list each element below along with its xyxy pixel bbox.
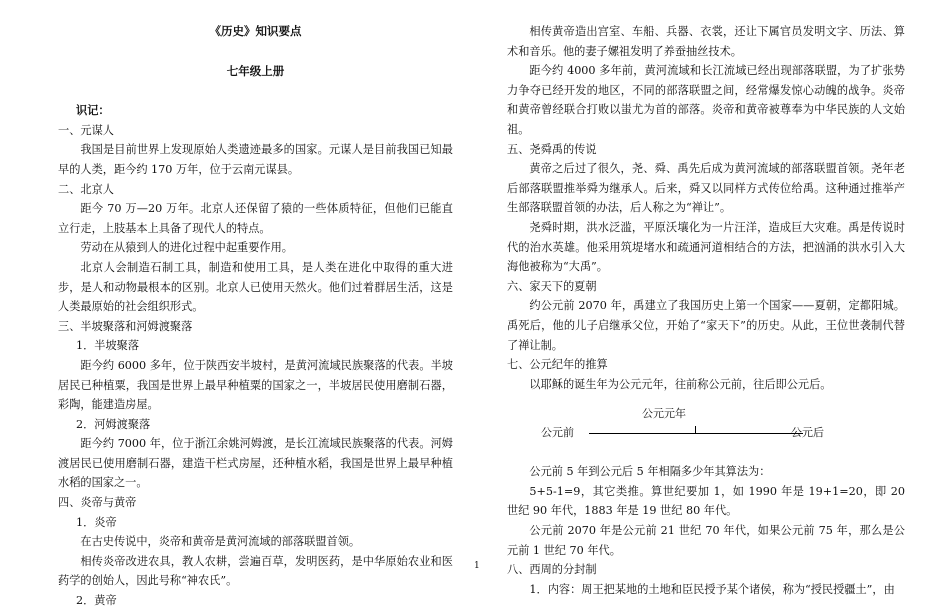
section-heading-calendar: 七、公元纪年的推算 xyxy=(507,358,608,372)
paragraph-fengjian: 1．内容：周王把某地的土地和臣民授予某个诸侯，称为“授民授疆土”，由 xyxy=(529,582,895,596)
paragraph-calc-2: 5+5-1=9，其它类推。算世纪要加 1，如 1990 年是 19+1=20，即 20 世纪 90 年代，1883 年是 19 世纪 80 年代。 xyxy=(507,484,905,518)
section-heading-emperors: 四、炎帝与黄帝 xyxy=(58,496,137,510)
grade-subtitle: 七年级上册 xyxy=(226,63,285,78)
page-number: 1 xyxy=(474,561,480,571)
paragraph-huangdi-2: 距今约 4000 多年前，黄河流域和长江流域已经出现部落联盟，为了扩张势力争夺已经开发的地区，不同的部落联盟之间，经常爆发惊心动魄的战争。炎帝和黄帝曾经联合打败以蚩尤为首的部落。炎帝和黄帝被尊奉为中华民族的人文始祖。 xyxy=(507,64,905,136)
right-column xyxy=(507,22,905,599)
paragraph-yuanmou: 我国是目前世界上发现原始人类遗迹最多的国家。元谋人是目前我国已知最早的人类，距今约 170 万年，位于云南元谋县。 xyxy=(58,143,453,176)
section-heading-xia: 六、家天下的夏朝 xyxy=(507,279,597,293)
subheading-huangdi: 2．黄帝 xyxy=(76,594,117,608)
section-heading-settlements: 三、半坡聚落和河姆渡聚落 xyxy=(58,319,193,333)
section-heading-beijing: 二、北京人 xyxy=(58,182,114,196)
subheading-banpo: 1．半坡聚落 xyxy=(76,339,140,353)
paragraph-xia: 约公元前 2070 年，禹建立了我国历史上第一个国家——夏朝，定都阳城。禹死后，他的儿子启继承父位，开始了“家天下”的历史。从此，王位世袭制代替了禅让制。 xyxy=(507,299,905,352)
paragraph-hemudu: 距今约 7000 年，位于浙江余姚河姆渡，是长江流域民族聚落的代表。河姆渡居民已使用磨制石器，建造干栏式房屋，还种植水稻，我国是世界上最早种植水稻的国家之一。 xyxy=(58,437,453,490)
paragraph-calendar: 以耶稣的诞生年为公元元年，往前称公元前，往后即公元后。 xyxy=(529,377,832,391)
left-column xyxy=(58,22,453,611)
section-heading-yuanmou: 一、元谋人 xyxy=(58,123,114,137)
paragraph-banpo: 距今约 6000 多年，位于陕西安半坡村，是黄河流域民族聚落的代表。半坡居民已种植粟，我国是世界上最早种植粟的国家之一，半坡居民使用磨制石器，彩陶，能建造房屋。 xyxy=(58,358,453,412)
timeline-year-one-label: 公元元年 xyxy=(642,407,686,421)
paragraph-beijing-2: 劳动在从猿到人的进化过程中起重要作用。 xyxy=(80,241,293,255)
memorize-label: 识记： xyxy=(76,103,110,118)
section-heading-fengjian: 八、西周的分封制 xyxy=(507,563,597,577)
paragraph-calc-3: 公元前 2070 年是公元前 21 世纪 70 年代，如果公元前 75 年，那么是公元前 1 世纪 70 年代。 xyxy=(507,524,905,557)
timeline-axis-line xyxy=(589,433,803,434)
subheading-yandi: 1．炎帝 xyxy=(76,515,117,529)
timeline-ad-label: 公元后 xyxy=(791,426,824,440)
paragraph-shanrang: 黄帝之后过了很久，尧、舜、禹先后成为黄河流域的部落联盟首领。尧年老后部落联盟推举舜为继承人。后来，舜又以同样方式传位给禹。这种通过推举产生部落联盟首领的办法，后人称之为“禅让”。 xyxy=(507,162,905,215)
paragraph-yandi-1: 在古史传说中，炎帝和黄帝是黄河流域的部落联盟首领。 xyxy=(80,535,361,549)
era-timeline-diagram xyxy=(507,402,905,458)
paragraph-dayu: 尧舜时期，洪水泛滥，平原沃壤化为一片汪洋，造成巨大灾难。禹是传说时代的治水英雄。他采用筑堤堵水和疏通河道相结合的方法，把汹涌的洪水引入大海他被称为“大禹”。 xyxy=(507,220,905,274)
subheading-hemudu: 2．河姆渡聚落 xyxy=(76,417,151,431)
paragraph-beijing-1: 距今 70 万—20 万年。北京人还保留了猿的一些体质特征，但他们已能直立行走，上肢基本上具备了现代人的特点。 xyxy=(58,202,453,235)
document-title: 《历史》知识要点 xyxy=(209,24,302,38)
timeline-center-tick xyxy=(695,426,696,434)
paragraph-calc-1: 公元前 5 年到公元后 5 年相隔多少年其算法为： xyxy=(529,465,771,479)
paragraph-beijing-3: 北京人会制造石制工具，制造和使用工具，是人类在进化中取得的重大进步，是人和动物最根本的区别。北京人已使用天然火。他们过着群居生活，这是人类最原始的社会组织形式。 xyxy=(58,260,453,314)
paragraph-huangdi-1: 相传黄帝造出宫室、车船、兵器、衣裳，还让下属官员发明文字、历法、算术和音乐。他的妻子嫘祖发明了养蚕抽丝技术。 xyxy=(507,25,905,58)
timeline-bc-label: 公元前 xyxy=(541,426,574,440)
paragraph-yandi-2: 相传炎帝改进农具，教人农耕，尝遍百草，发明医药，是中华原始农业和医药学的创始人，因此号称“神农氏”。 xyxy=(58,554,453,588)
section-heading-yao-shun-yu: 五、尧舜禹的传说 xyxy=(507,142,597,156)
